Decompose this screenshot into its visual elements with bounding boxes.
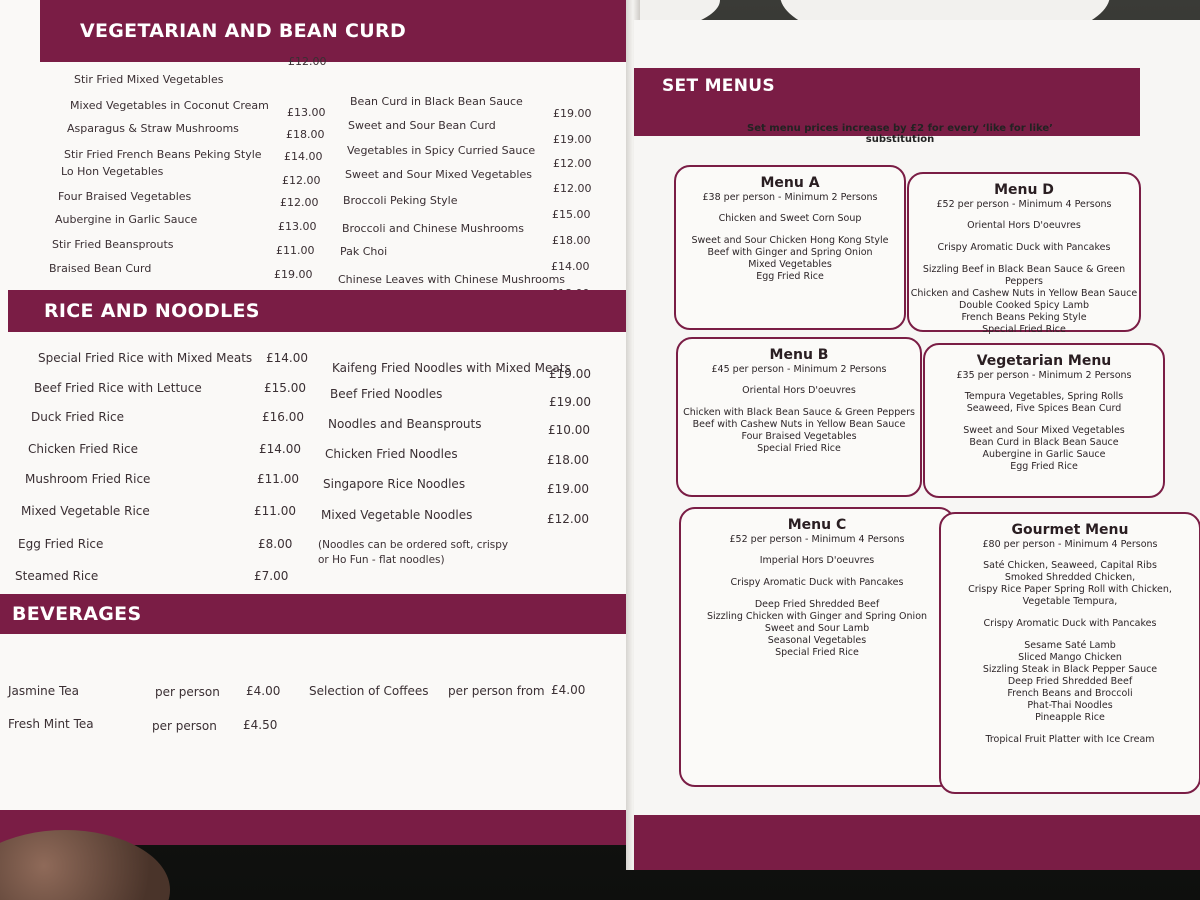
- set-menu-dish: Crispy Aromatic Duck with Pancakes: [983, 618, 1157, 629]
- set-menu-dish: Special Fried Rice: [757, 443, 841, 454]
- set-menu-dish: Sweet and Sour Chicken Hong Kong Style: [691, 235, 889, 246]
- set-menu-card: [939, 512, 1200, 794]
- menu-item-price: £14.00: [259, 442, 301, 456]
- menu-item-price: £12.00: [280, 196, 319, 209]
- set-menu-dish: Special Fried Rice: [982, 324, 1066, 335]
- set-menu-dish: Chicken and Sweet Corn Soup: [718, 213, 862, 224]
- section-header-vegetarian: [40, 0, 634, 62]
- menu-item-price: £14.00: [284, 150, 323, 163]
- menu-item-name: Broccoli and Chinese Mushrooms: [342, 222, 524, 235]
- beverage-unit: per person from: [448, 684, 545, 698]
- set-menu-price: £45 per person - Minimum 2 Persons: [711, 364, 887, 375]
- menu-item-name: Asparagus & Straw Mushrooms: [67, 122, 239, 135]
- menu-item-name: Mixed Vegetables in Coconut Cream: [70, 99, 269, 112]
- menu-item-price: £19.00: [553, 107, 592, 120]
- menu-right-page: [634, 20, 1200, 870]
- menu-item-price: £19.00: [549, 395, 591, 409]
- beverage-price: £4.00: [551, 683, 586, 697]
- set-menu-dish: Imperial Hors D'oeuvres: [759, 555, 875, 566]
- menu-item-name: Sweet and Sour Bean Curd: [348, 119, 496, 132]
- menu-item-name: Beef Fried Noodles: [330, 387, 443, 401]
- set-menu-dish: Saté Chicken, Seaweed, Capital Ribs: [983, 560, 1157, 571]
- menu-item-name: Pak Choi: [340, 245, 388, 258]
- set-menu-dish: Chicken and Cashew Nuts in Yellow Bean Sauce: [910, 288, 1138, 299]
- set-menu-note: Set menu prices increase by £2 for every ‘like for like’ substitution: [747, 123, 1053, 145]
- set-menu-dish: Sweet and Sour Lamb: [764, 623, 870, 634]
- set-menu-title: Menu D: [994, 182, 1054, 198]
- noodle-note: [318, 538, 508, 568]
- menu-item-price: £11.00: [254, 504, 296, 518]
- menu-item-name: Four Braised Vegetables: [58, 190, 192, 203]
- set-menu-dish: Seasonal Vegetables: [767, 635, 867, 646]
- set-menu-dish: Sizzling Chicken with Ginger and Spring Onion: [706, 611, 928, 622]
- section-header-beverages: [0, 594, 634, 634]
- menu-item-price: £13.00: [278, 220, 317, 233]
- set-menu-dish: Sizzling Beef in Black Bean Sauce & Green Peppers: [922, 264, 1126, 287]
- set-menu-dish: Sizzling Steak in Black Pepper Sauce: [982, 664, 1158, 675]
- menu-item-name: Chicken Fried Noodles: [325, 447, 458, 461]
- set-menu-dish: Special Fried Rice: [775, 647, 859, 658]
- set-menu-dish: Crispy Aromatic Duck with Pancakes: [730, 577, 904, 588]
- beverage-name: Selection of Coffees: [309, 684, 429, 698]
- menu-item-price: £12.00: [547, 512, 589, 526]
- menu-item-price: £13.00: [287, 106, 326, 119]
- menu-item-name: Mixed Vegetable Noodles: [321, 508, 473, 522]
- beverage-name: Jasmine Tea: [8, 684, 79, 698]
- beverage-price: £4.00: [246, 684, 281, 698]
- menu-item-price: £12.00: [553, 157, 592, 170]
- menu-item-price: £19.00: [549, 367, 591, 381]
- set-menu-dish: Mixed Vegetables: [748, 259, 832, 270]
- set-menu-price: £35 per person - Minimum 2 Persons: [956, 370, 1132, 381]
- menu-item-price: £18.00: [547, 453, 589, 467]
- set-menu-dish: Egg Fried Rice: [1010, 461, 1078, 472]
- menu-item-name: Steamed Rice: [15, 569, 99, 583]
- menu-item-name: Sweet and Sour Mixed Vegetables: [345, 168, 532, 181]
- menu-item-name: Stir Fried French Beans Peking Style: [64, 148, 262, 161]
- menu-item-price: £10.00: [548, 423, 590, 437]
- set-menu-dish: Beef with Ginger and Spring Onion: [707, 247, 873, 258]
- set-menu-dish: Double Cooked Spicy Lamb: [959, 300, 1089, 311]
- set-menu-title: Menu B: [769, 347, 829, 363]
- menu-item-price: £15.00: [552, 208, 591, 221]
- set-menu-dish: Four Braised Vegetables: [741, 431, 857, 442]
- menu-item-name: Special Fried Rice with Mixed Meats: [38, 351, 253, 365]
- set-menu-title: Vegetarian Menu: [976, 353, 1112, 369]
- section-title: RICE AND NOODLES: [44, 300, 260, 322]
- section-title: SET MENUS: [662, 76, 775, 96]
- menu-item-name: Lo Hon Vegetables: [61, 165, 164, 178]
- footer-band: [634, 815, 1200, 870]
- beverage-unit: per person: [155, 685, 220, 699]
- set-menu-dish: Deep Fried Shredded Beef: [754, 599, 880, 610]
- set-menu-dish: Sliced Mango Chicken: [1018, 652, 1122, 663]
- set-menu-dish: French Beans and Broccoli: [1007, 688, 1133, 699]
- set-menu-dish: Oriental Hors D'oeuvres: [967, 220, 1081, 231]
- menu-item-price: £7.00: [254, 569, 289, 583]
- set-menu-dish: French Beans Peking Style: [961, 312, 1087, 323]
- noodle-note-line: (Noodles can be ordered soft, crispy: [318, 539, 509, 551]
- menu-left-page: [0, 0, 634, 845]
- menu-item-price: £12.00: [288, 55, 327, 68]
- beverage-unit: per person: [152, 719, 217, 733]
- menu-item-price: £14.00: [266, 351, 308, 365]
- set-menu-title: Menu A: [760, 175, 820, 191]
- menu-item-name: Vegetables in Spicy Curried Sauce: [347, 144, 536, 157]
- section-title: BEVERAGES: [12, 603, 142, 625]
- menu-item-price: £19.00: [553, 133, 592, 146]
- menu-item-price: £14.00: [551, 260, 590, 273]
- menu-item-name: Aubergine in Garlic Sauce: [55, 213, 198, 226]
- set-menu-dish: Bean Curd in Black Bean Sauce: [969, 437, 1119, 448]
- noodle-note-line: or Ho Fun - flat noodles): [318, 554, 445, 566]
- set-menu-dish: Aubergine in Garlic Sauce: [982, 449, 1106, 460]
- set-menu-dish: Tropical Fruit Platter with Ice Cream: [985, 734, 1155, 745]
- menu-item-name: Singapore Rice Noodles: [323, 477, 466, 491]
- set-menu-card: [907, 172, 1141, 335]
- menu-item-name: Noodles and Beansprouts: [328, 417, 482, 431]
- beverage-name: Fresh Mint Tea: [8, 717, 94, 731]
- menu-item-price: £19.00: [274, 268, 313, 281]
- set-menu-title: Menu C: [787, 517, 847, 533]
- menu-item-price: £15.00: [264, 381, 306, 395]
- menu-item-name: Stir Fried Mixed Vegetables: [74, 73, 224, 86]
- menu-item-name: Mushroom Fried Rice: [25, 472, 151, 486]
- menu-item-name: Chicken Fried Rice: [28, 442, 139, 456]
- set-menu-price: £38 per person - Minimum 2 Persons: [702, 192, 878, 203]
- set-menu-title: Gourmet Menu: [1011, 522, 1129, 538]
- set-menu-dish: Beef with Cashew Nuts in Yellow Bean Sauce: [692, 419, 906, 430]
- menu-item-price: £12.00: [282, 174, 321, 187]
- menu-item-price: £19.00: [547, 482, 589, 496]
- set-menu-card: [674, 165, 906, 330]
- menu-item-price: £18.00: [552, 234, 591, 247]
- menu-item-name: Stir Fried Beansprouts: [52, 238, 174, 251]
- beverage-price: £4.50: [243, 718, 278, 732]
- set-menu-dish: Seaweed, Five Spices Bean Curd: [966, 403, 1122, 414]
- set-menu-dish: Smoked Shredded Chicken,: [1004, 572, 1136, 583]
- set-menu-dish: Oriental Hors D'oeuvres: [742, 385, 856, 396]
- set-menu-dish: Sesame Saté Lamb: [1024, 640, 1116, 651]
- section-title: VEGETARIAN AND BEAN CURD: [80, 20, 407, 42]
- set-menu-dish: Deep Fried Shredded Beef: [1007, 676, 1133, 687]
- set-menu-card: [679, 507, 955, 787]
- set-menu-dish: Pineapple Rice: [1035, 712, 1105, 723]
- menu-item-name: Broccoli Peking Style: [343, 194, 458, 207]
- set-menu-card: [676, 337, 922, 497]
- menu-item-name: Braised Bean Curd: [49, 262, 152, 275]
- set-menu-dish: Tempura Vegetables, Spring Rolls: [964, 391, 1124, 402]
- set-menu-dish: Crispy Rice Paper Spring Roll with Chicken,: [968, 584, 1172, 595]
- set-menu-dish: Chicken with Black Bean Sauce & Green Peppers: [683, 407, 915, 418]
- menu-item-name: Beef Fried Rice with Lettuce: [34, 381, 202, 395]
- set-menu-dish: Vegetable Tempura,: [1022, 596, 1118, 607]
- set-menu-price: £80 per person - Minimum 4 Persons: [982, 539, 1158, 550]
- menu-item-name: Chinese Leaves with Chinese Mushrooms: [338, 273, 566, 286]
- menu-item-name: Bean Curd in Black Bean Sauce: [350, 95, 523, 108]
- menu-item-price: £8.00: [258, 537, 293, 551]
- menu-item-name: Kaifeng Fried Noodles with Mixed Meats: [332, 361, 571, 375]
- menu-item-name: Egg Fried Rice: [18, 537, 104, 551]
- set-menu-price: £52 per person - Minimum 4 Persons: [936, 199, 1112, 210]
- set-menu-dish: Egg Fried Rice: [756, 271, 824, 282]
- set-menu-dish: Crispy Aromatic Duck with Pancakes: [937, 242, 1111, 253]
- menu-item-price: £18.00: [286, 128, 325, 141]
- set-menu-dish: Phat-Thai Noodles: [1027, 700, 1113, 711]
- menu-item-price: £12.00: [553, 182, 592, 195]
- set-menu-price: £52 per person - Minimum 4 Persons: [729, 534, 905, 545]
- menu-item-price: £16.00: [262, 410, 304, 424]
- set-menu-dish: Sweet and Sour Mixed Vegetables: [963, 425, 1125, 436]
- menu-item-price: £11.00: [257, 472, 299, 486]
- menu-item-name: Mixed Vegetable Rice: [21, 504, 150, 518]
- section-header-rice-noodles: [8, 290, 630, 332]
- menu-item-name: Duck Fried Rice: [31, 410, 124, 424]
- set-menu-card: [923, 343, 1165, 498]
- menu-item-price: £11.00: [276, 244, 315, 257]
